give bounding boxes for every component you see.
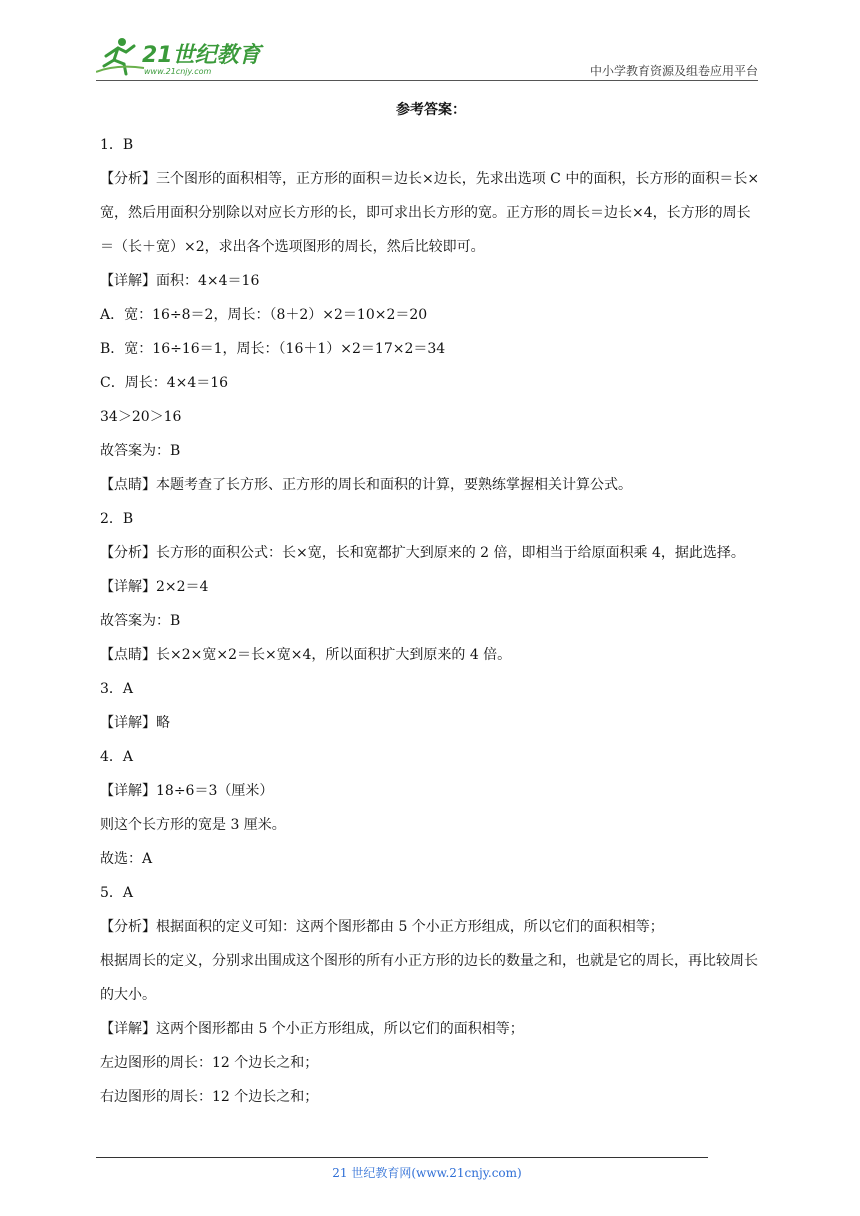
header-divider <box>96 80 758 81</box>
answer-line: 【详解】2×2＝4 <box>100 579 209 595</box>
runner-logo-icon <box>96 34 266 78</box>
answer-content <box>100 100 762 1120</box>
answer-line: 【点睛】长×2×宽×2＝长×宽×4，所以面积扩大到原来的 4 倍。 <box>100 647 512 663</box>
platform-name: 中小学教育资源及组卷应用平台 <box>589 64 758 78</box>
answer-line: 2．B <box>100 511 134 527</box>
answer-lines <box>100 134 762 1108</box>
answer-line: 【详解】18÷6＝3（厘米） <box>100 783 274 799</box>
answer-line: 【分析】长方形的面积公式：长×宽，长和宽都扩大到原来的 2 倍，即相当于给原面积乘 4，据此选择。 <box>100 545 745 561</box>
answer-line: 【分析】根据面积的定义可知：这两个图形都由 5 个小正方形组成，所以它们的面积相等； <box>100 919 664 935</box>
page-title: 参考答案： <box>396 102 466 118</box>
answer-line: 5．A <box>100 885 134 901</box>
answer-line: 34＞20＞16 <box>100 409 182 425</box>
answer-line: 则这个长方形的宽是 3 厘米。 <box>100 817 286 833</box>
answer-line: 故选：A <box>100 851 153 867</box>
answer-line: 根据周长的定义，分别求出围成这个图形的所有小正方形的边长的数量之和，也就是它的周长，再比较周长的大小。 <box>100 953 758 1003</box>
answer-line: 故答案为：B <box>100 443 181 459</box>
answer-line: B．宽：16÷16＝1，周长：（16＋1）×2＝17×2＝34 <box>100 341 446 357</box>
page-header <box>96 30 758 80</box>
answer-line: 故答案为：B <box>100 613 181 629</box>
answer-line: 【分析】三个图形的面积相等，正方形的面积＝边长×边长，先求出选项 C 中的面积，长方形的面积＝长×宽，然后用面积分别除以对应长方形的长，即可求出长方形的宽。正方形的周长＝边长×4，长方形的周长＝（长＋宽）×2，求出各个选项图形的周长，然后比较即可。 <box>100 171 760 255</box>
answer-line: A．宽：16÷8＝2，周长：（8＋2）×2＝10×2＝20 <box>100 307 428 323</box>
answer-line: C．周长：4×4＝16 <box>100 375 229 391</box>
answer-line: 1．B <box>100 137 134 153</box>
footer-divider <box>96 1157 708 1158</box>
answer-line: 4．A <box>100 749 134 765</box>
answer-line: 【详解】这两个图形都由 5 个小正方形组成，所以它们的面积相等； <box>100 1021 524 1037</box>
answer-line: 【详解】面积：4×4＝16 <box>100 273 260 289</box>
answer-line: 3．A <box>100 681 134 697</box>
answer-line: 右边图形的周长：12 个边长之和； <box>100 1089 319 1105</box>
answer-line: 【点睛】本题考查了长方形、正方形的周长和面积的计算，要熟练掌握相关计算公式。 <box>100 477 632 493</box>
logo-text: 21世纪教育 <box>142 43 261 68</box>
answer-line: 左边图形的周长：12 个边长之和； <box>100 1055 319 1071</box>
footer-link[interactable]: 21 世纪教育网(www.21cnjy.com) <box>332 1166 522 1180</box>
answer-line: 【详解】略 <box>100 715 170 731</box>
logo-url: www.21cnjy.com <box>144 67 212 76</box>
site-logo[interactable] <box>96 34 266 78</box>
